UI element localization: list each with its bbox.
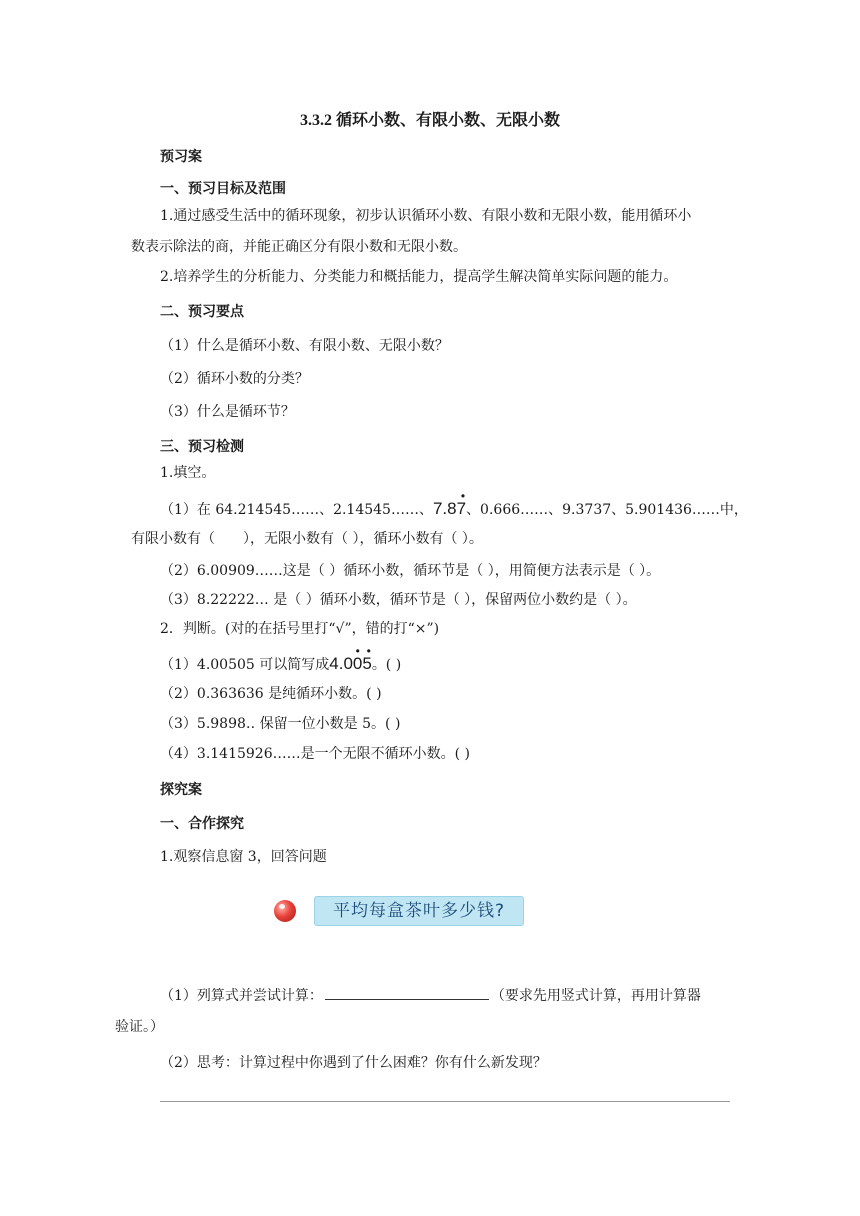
task-1: 1.观察信息窗 3，回答问题: [160, 849, 327, 865]
judge-question-1-suffix: 。( ): [371, 657, 402, 673]
fill-question-3: （3）8.22222… 是（ ）循环小数，循环节是（ ），保留两位小数约是（ ）。: [160, 592, 637, 608]
fill-heading: 1.填空。: [160, 465, 216, 481]
goal-2: 2.培养学生的分析能力、分类能力和概括能力，提高学生解决简单实际问题的能力。: [160, 269, 678, 285]
step-1-suffix: （要求先用竖式计算，再用计算器: [490, 988, 701, 1004]
repeating-decimal-7-87: [432, 489, 467, 518]
fill-question-2: （2）6.00909……这是（ ）循环小数，循环节是（ ），用简便方法表示是（ ）。: [160, 563, 661, 579]
step-1-prefix: （1）列算式并尝试计算：: [160, 988, 323, 1004]
fill-question-1-prefix: （1）在 64.214545……、2.14545……、: [160, 502, 433, 518]
fill-question-1-line-2: 有限小数有（ ），无限小数有（ ），循环小数有（ ）。: [131, 531, 483, 547]
explore-heading: 探究案: [160, 782, 202, 798]
step-1-line-2: 验证。）: [115, 1019, 164, 1035]
info-window-banner: [274, 896, 524, 926]
repeating-decimal-4-005-text: 4.005: [329, 654, 372, 673]
banner-question: 平均每盒茶叶多少钱?: [332, 901, 506, 921]
check-heading: 三、预习检测: [160, 439, 244, 455]
repeat-dot-icon: •: [355, 644, 360, 658]
judge-question-4: （4）3.1415926……是一个无限不循环小数。( ): [160, 746, 470, 762]
step-1: [160, 985, 701, 1006]
goals-heading: 一、预习目标及范围: [160, 181, 286, 197]
red-ball-icon: [274, 900, 296, 922]
judge-question-1-prefix: （1）4.00505 可以简写成: [160, 657, 330, 673]
point-1: （1）什么是循环小数、有限小数、无限小数？: [160, 338, 449, 354]
fill-question-1-suffix: 、0.666……、9.3737、5.901436……中，: [466, 502, 748, 518]
goal-1-line-1: 1.通过感受生活中的循环现象，初步认识循环小数、有限小数和无限小数，能用循环小: [160, 208, 692, 224]
repeating-decimal-4-005: [329, 644, 372, 673]
repeat-dot-icon: •: [460, 489, 466, 503]
points-heading: 二、预习要点: [160, 304, 244, 320]
repeating-decimal-7-87-text: 7.87: [432, 499, 467, 518]
fill-question-1: [160, 489, 748, 520]
point-2: （2）循环小数的分类？: [160, 371, 309, 387]
preview-heading: 预习案: [160, 149, 202, 165]
judge-question-2: （2）0.363636 是纯循环小数。( ): [160, 686, 382, 702]
step-2: （2）思考：计算过程中你遇到了什么困难？你有什么新发现？: [160, 1055, 547, 1071]
answer-line[interactable]: [160, 1101, 730, 1102]
judge-heading: 2．判断。(对的在括号里打“√”，错的打“×”): [160, 621, 440, 637]
page-title: 3.3.2 循环小数、有限小数、无限小数: [299, 112, 560, 129]
goal-1-line-2: 数表示除法的商，并能正确区分有限小数和无限小数。: [131, 239, 467, 255]
coop-heading: 一、合作探究: [160, 816, 244, 832]
point-3: （3）什么是循环节？: [160, 404, 295, 420]
judge-question-3: （3）5.9898‥ 保留一位小数是 5。( ): [160, 716, 401, 732]
question-pill: [314, 896, 524, 926]
repeat-dot-icon: •: [366, 644, 371, 658]
answer-blank[interactable]: [325, 985, 489, 1000]
judge-question-1: [160, 644, 402, 675]
